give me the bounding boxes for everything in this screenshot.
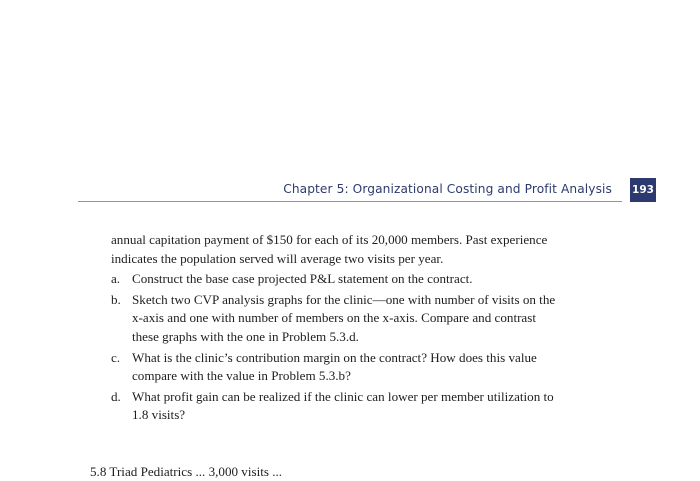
item-text: Construct the base case projected P&L statement on the contract.	[132, 271, 473, 287]
item-label: d.	[111, 388, 121, 404]
item-label: b.	[111, 291, 121, 307]
item-label: a.	[111, 271, 121, 287]
list-item-c	[111, 349, 556, 386]
list-item-b	[111, 291, 556, 347]
intro-paragraph: annual capitation payment of $150 for each of its 20,000 members. Past experience indicates the population served will average two visits per year.	[111, 232, 548, 266]
cutoff-line: 5.8 Triad Pediatrics ... 3,000 visits ...	[90, 464, 283, 479]
item-text: Sketch two CVP analysis graphs for the clinic—one with number of visits on the x-axis and one with number of members on the x-axis. Compare and contrast these graphs with the one in Problem 5.3.d.	[132, 291, 556, 344]
item-label: c.	[111, 349, 121, 365]
list-item-d	[111, 388, 556, 425]
page-number-badge: 193	[630, 178, 656, 202]
running-header	[78, 178, 656, 204]
problem-text	[111, 231, 556, 427]
list-item-a	[111, 270, 556, 289]
item-text: What profit gain can be realized if the clinic can lower per member utilization to 1.8 visits?	[132, 388, 554, 423]
chapter-title: Chapter 5: Organizational Costing and Profit Analysis	[283, 182, 612, 196]
item-text: What is the clinic’s contribution margin on the contract? How does this value compare with the value in Problem 5.3.b?	[132, 349, 537, 384]
header-rule	[78, 201, 622, 202]
